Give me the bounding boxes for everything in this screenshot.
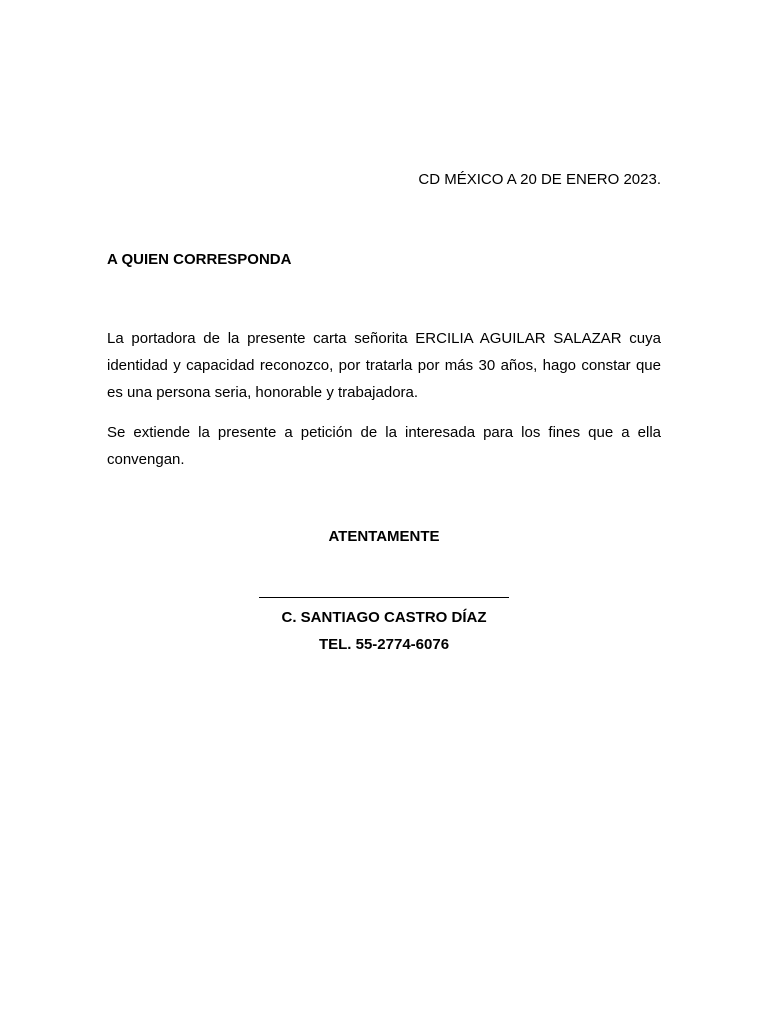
signature-line xyxy=(259,597,509,598)
body-paragraph-2: Se extiende la presente a petición de la interesada para los fines que a ella convengan. xyxy=(107,424,661,468)
signer-name: C. SANTIAGO CASTRO DÍAZ xyxy=(281,609,487,626)
closing: ATENTAMENTE xyxy=(328,528,440,545)
salutation: A QUIEN CORRESPONDA xyxy=(107,251,292,268)
body-paragraph-1: La portadora de la presente carta señorita ERCILIA AGUILAR SALAZAR cuya identidad y capacidad reconozco, por tratarla por más 30 años, hago constar que es una persona seria, honorable y trabajadora. xyxy=(107,330,661,401)
signer-phone: TEL. 55-2774-6076 xyxy=(318,636,450,653)
date-line: CD MÉXICO A 20 DE ENERO 2023. xyxy=(418,171,661,188)
